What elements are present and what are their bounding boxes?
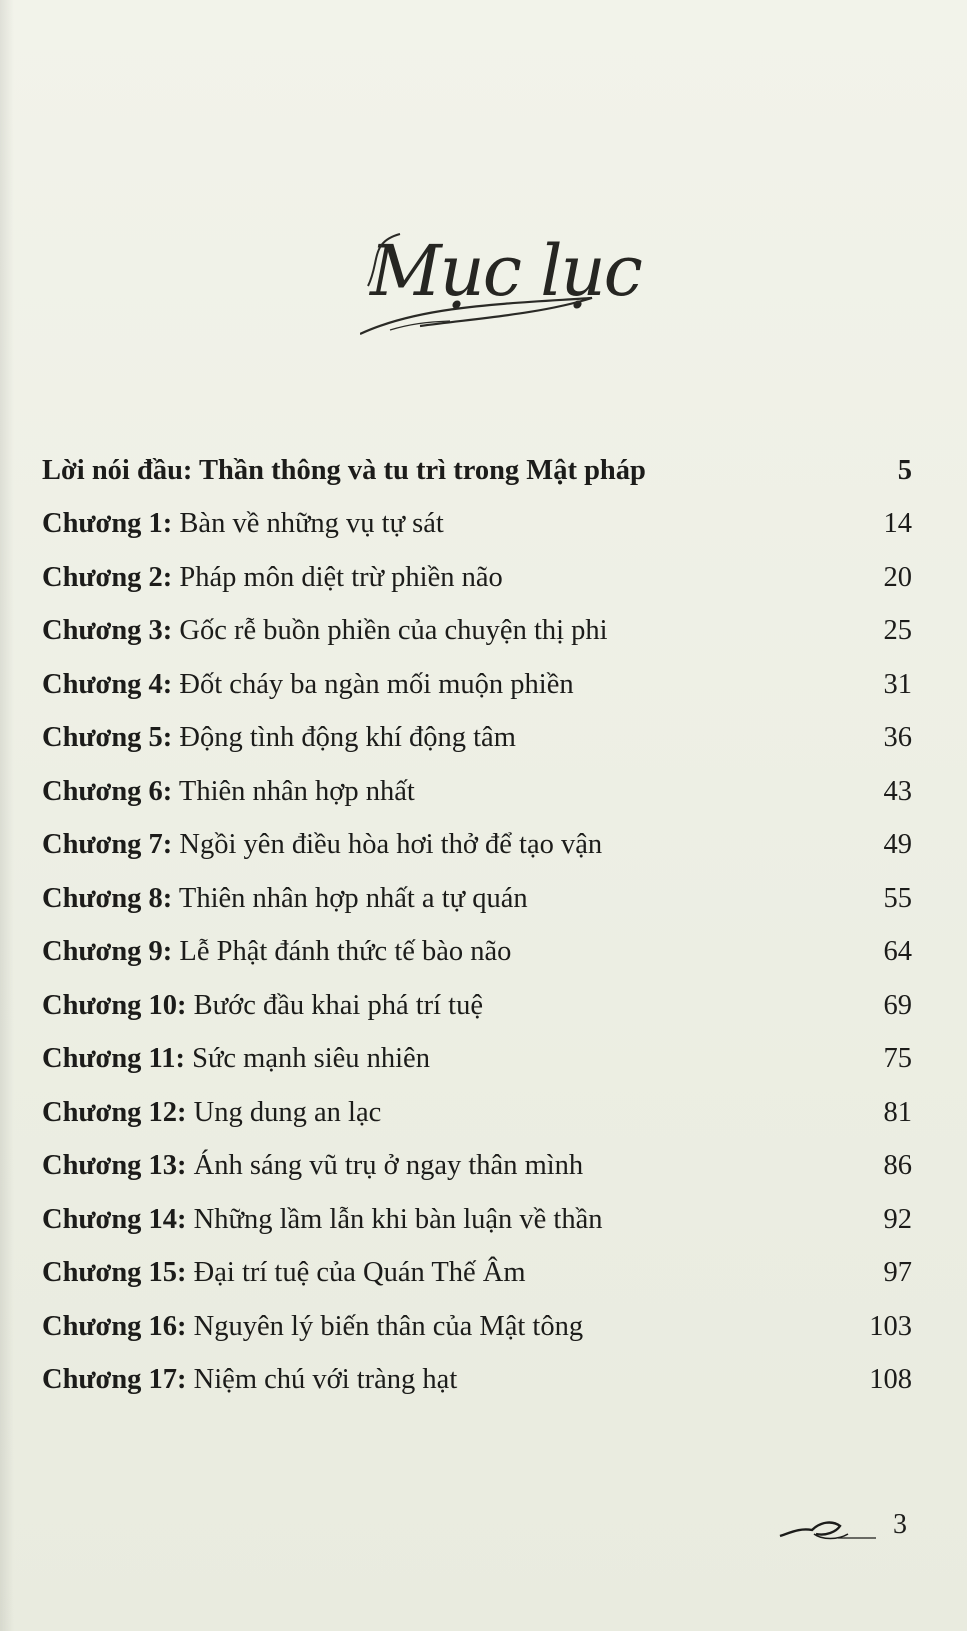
footer-ornament-icon (778, 1510, 878, 1546)
chapter-number: Chương 11: (42, 1043, 185, 1074)
chapter-page: 97 (883, 1257, 912, 1288)
chapter-page: 103 (869, 1311, 912, 1342)
toc-row-intro[interactable] (42, 451, 912, 491)
chapter-page: 55 (883, 883, 912, 914)
chapter-number: Chương 3: (42, 615, 173, 646)
chapter-title: Ngồi yên điều hòa hơi thở để tạo vận (179, 829, 603, 860)
chapter-number: Chương 4: (42, 669, 173, 700)
chapter-title: Bàn về những vụ tự sát (179, 508, 444, 539)
chapter-title: Thiên nhân hợp nhất (178, 776, 415, 807)
chapter-title: Gốc rễ buồn phiền của chuyện thị phi (179, 615, 608, 646)
chapter-number: Chương 10: (42, 990, 187, 1021)
chapter-number: Chương 16: (42, 1311, 187, 1342)
chapter-title: Thiên nhân hợp nhất a tự quán (178, 883, 528, 914)
toc-row-chapter-6[interactable] (42, 772, 912, 812)
chapter-title: Những lầm lẫn khi bàn luận về thần (193, 1204, 603, 1235)
chapter-title: Bước đầu khai phá trí tuệ (193, 990, 483, 1021)
toc-row-chapter-2[interactable] (42, 558, 912, 598)
chapter-page: 31 (883, 669, 912, 700)
toc-row-chapter-15[interactable] (42, 1253, 912, 1293)
chapter-page: 64 (883, 936, 912, 967)
chapter-number: Chương 9: (42, 936, 173, 967)
chapter-number: Chương 5: (42, 722, 173, 753)
chapter-page: 69 (883, 990, 912, 1021)
heading-flourish (360, 222, 620, 352)
chapter-page: 86 (883, 1150, 912, 1181)
chapter-page: 81 (883, 1097, 912, 1128)
chapter-page: 25 (883, 615, 912, 646)
chapter-title: Đốt cháy ba ngàn mối muộn phiền (179, 669, 574, 700)
toc-row-intro-page: 5 (897, 455, 912, 486)
chapter-number: Chương 6: (42, 776, 173, 807)
chapter-number: Chương 8: (42, 883, 173, 914)
chapter-title: Niệm chú với tràng hạt (193, 1364, 458, 1395)
chapter-page: 14 (883, 508, 912, 539)
chapter-number: Chương 12: (42, 1097, 187, 1128)
chapter-title: Ung dung an lạc (193, 1097, 382, 1128)
chapter-number: Chương 1: (42, 508, 173, 539)
toc-row-chapter-14[interactable] (42, 1200, 912, 1240)
chapter-number: Chương 14: (42, 1204, 187, 1235)
chapter-title: Pháp môn diệt trừ phiền não (179, 562, 503, 593)
chapter-number: Chương 15: (42, 1257, 187, 1288)
chapter-number: Chương 13: (42, 1150, 187, 1181)
toc-row-chapter-11[interactable] (42, 1039, 912, 1079)
toc-row-chapter-4[interactable] (42, 665, 912, 705)
chapter-title: Động tình động khí động tâm (179, 722, 516, 753)
chapter-title: Đại trí tuệ của Quán Thế Âm (193, 1257, 526, 1288)
chapter-page: 43 (883, 776, 912, 807)
toc-row-chapter-16[interactable] (42, 1307, 912, 1347)
toc-heading-text: Mục lục (370, 230, 641, 312)
toc-row-chapter-5[interactable] (42, 718, 912, 758)
chapter-number: Chương 2: (42, 562, 173, 593)
toc-row-chapter-10[interactable] (42, 986, 912, 1026)
chapter-title: Sức mạnh siêu nhiên (192, 1043, 430, 1074)
toc-row-chapter-17[interactable] (42, 1360, 912, 1400)
chapter-page: 49 (883, 829, 912, 860)
toc-heading (360, 222, 641, 352)
page-number: 3 (893, 1509, 907, 1540)
chapter-title: Nguyên lý biến thân của Mật tông (193, 1311, 584, 1342)
toc-row-intro-title: Lời nói đầu: Thần thông và tu trì trong Mật pháp (42, 455, 646, 486)
chapter-page: 92 (883, 1204, 912, 1235)
page-gutter-shadow (0, 0, 14, 1631)
toc-row-chapter-7[interactable] (42, 825, 912, 865)
chapter-page: 36 (883, 722, 912, 753)
toc-row-chapter-9[interactable] (42, 932, 912, 972)
chapter-title: Ánh sáng vũ trụ ở ngay thân mình (193, 1150, 584, 1181)
toc-row-chapter-3[interactable] (42, 611, 912, 651)
chapter-page: 75 (883, 1043, 912, 1074)
chapter-page: 20 (883, 562, 912, 593)
chapter-number: Chương 7: (42, 829, 173, 860)
chapter-title: Lễ Phật đánh thức tế bào não (179, 936, 512, 967)
toc-row-chapter-12[interactable] (42, 1093, 912, 1133)
toc-row-chapter-13[interactable] (42, 1146, 912, 1186)
toc-row-chapter-8[interactable] (42, 879, 912, 919)
chapter-number: Chương 17: (42, 1364, 187, 1395)
toc-row-chapter-1[interactable] (42, 504, 912, 544)
chapter-page: 108 (869, 1364, 912, 1395)
